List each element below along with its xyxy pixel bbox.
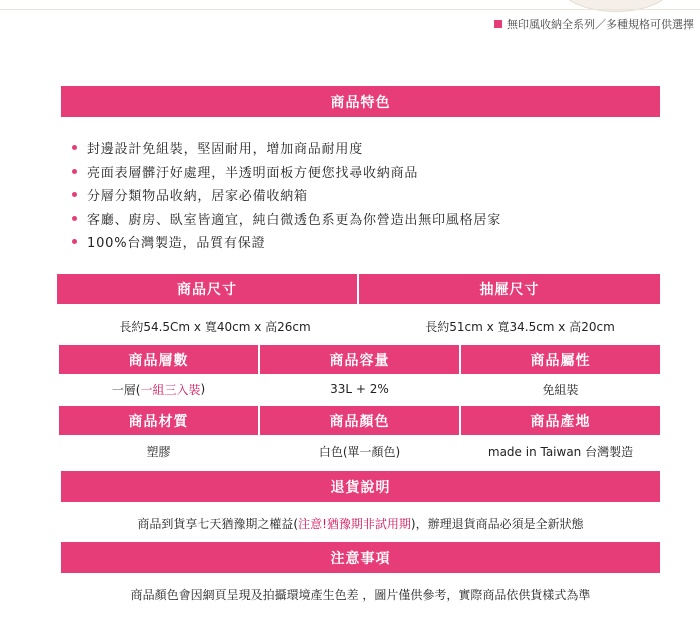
origin-title: 商品產地 xyxy=(530,413,591,430)
returns-text-highlight: 注意!猶豫期非試用期 xyxy=(298,516,411,531)
capacity-value: 33L + 2% xyxy=(330,382,389,396)
capacity-header xyxy=(260,345,459,374)
list-item xyxy=(72,230,501,254)
top-divider xyxy=(0,9,700,10)
color-value: 白色(單一顏色) xyxy=(318,444,401,459)
layers-value-suffix: ) xyxy=(200,382,206,396)
product-size-title: 商品尺寸 xyxy=(177,282,237,298)
layers-header xyxy=(59,345,258,374)
bullet-icon xyxy=(72,216,77,221)
features-title: 商品特色 xyxy=(330,94,391,111)
product-size-header xyxy=(57,274,357,304)
list-item xyxy=(72,207,501,231)
material-value: 塑膠 xyxy=(146,444,171,459)
square-bullet-icon xyxy=(494,20,502,28)
layers-value xyxy=(59,377,258,401)
attribute-title: 商品屬性 xyxy=(530,352,591,369)
list-item xyxy=(72,160,501,184)
color-title: 商品顏色 xyxy=(329,413,390,430)
notes-header xyxy=(61,542,660,573)
features-list xyxy=(72,136,501,254)
drawer-size-header xyxy=(359,274,660,304)
drawer-size-title: 抽屜尺寸 xyxy=(479,282,540,298)
list-item xyxy=(72,136,501,160)
feature-text: 分層分類物品收納，居家必備收納箱 xyxy=(87,189,308,205)
returns-title: 退貨說明 xyxy=(330,479,391,496)
returns-text-prefix: 商品到貨享七天猶豫期之權益( xyxy=(137,516,299,531)
origin-header xyxy=(461,406,660,435)
material-header xyxy=(59,406,258,435)
features-header xyxy=(61,86,660,117)
bullet-icon xyxy=(72,192,77,197)
layers-value-highlight: 一組三入裝 xyxy=(140,382,201,397)
layers-title: 商品層數 xyxy=(128,352,189,369)
feature-text: 亮面表層髒汙好處理，半透明面板方便您找尋收納商品 xyxy=(87,165,419,181)
feature-text: 100%台灣製造，品質有保證 xyxy=(87,236,266,252)
returns-text xyxy=(61,511,660,535)
bullet-icon xyxy=(72,169,77,174)
returns-header xyxy=(61,471,660,502)
material-title: 商品材質 xyxy=(128,413,189,430)
list-item xyxy=(72,183,501,207)
capacity-title: 商品容量 xyxy=(329,352,390,369)
product-size-value: 長約54.5Cm x 寬40cm x 高26cm xyxy=(119,319,311,334)
attribute-header xyxy=(461,345,660,374)
feature-text: 客廳、廚房、臥室皆適宜，純白微透色系更為你營造出無印風格居家 xyxy=(87,212,502,228)
attribute-value: 免組裝 xyxy=(542,382,579,397)
tagline-text: 無印風收納全系列／多種規格可供選擇 xyxy=(507,18,694,31)
returns-text-suffix: )，辦理退貨商品必須是全新狀態 xyxy=(410,516,584,531)
product-image-edge xyxy=(560,0,672,12)
feature-text: 封邊設計免組裝，堅固耐用，增加商品耐用度 xyxy=(87,142,364,158)
notes-text: 商品顏色會因網頁呈現及拍攝環境產生色差 ，圖片僅供參考，實際商品依供貨樣式為準 xyxy=(130,587,591,602)
drawer-size-value: 長約51cm x 寬34.5cm x 高20cm xyxy=(425,319,615,334)
tagline xyxy=(494,16,694,32)
bullet-icon xyxy=(72,239,77,244)
color-header xyxy=(260,406,459,435)
notes-title: 注意事項 xyxy=(330,550,391,567)
bullet-icon xyxy=(72,145,77,150)
origin-value: made in Taiwan 台灣製造 xyxy=(487,444,634,459)
layers-value-prefix: 一層( xyxy=(111,382,141,397)
